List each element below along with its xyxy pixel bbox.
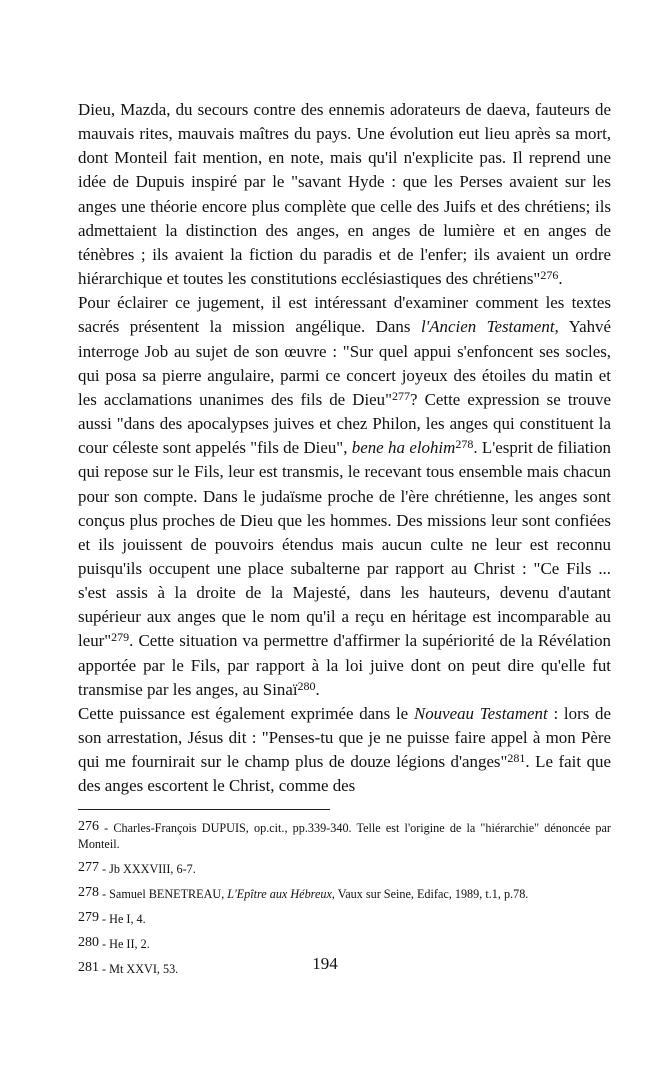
text-run: . Le fait que des anges escortent le Christ, comme des [78,752,611,796]
footnote-number: 279 [78,909,99,925]
text-run: - Jb XXXVIII, 6-7. [99,861,196,876]
footnote-number: 278 [78,884,99,900]
footnote [78,910,611,927]
book-page [78,98,611,985]
text-run: . [558,269,563,289]
footnote-separator [78,809,330,810]
page-number: 194 [312,954,338,973]
italic-text: L'Epître aux Hébreux [227,886,332,901]
text-run: , Vaux sur Seine, Edifac, 1989, t.1, p.78. [331,886,529,901]
text-run: Pour éclairer ce jugement, il est intéressant d'examiner comment les textes sacrés présentent la mission angélique. Dans [78,293,611,337]
footnote-number: 276 [78,818,99,834]
text-run: . Cette situation va permettre d'affirmer la supériorité de la Révélation apportée par le Fils, par rapport à la loi juive dont on peut dire qu'elle fut transmise par les anges, au Sinaï [78,631,611,699]
footnote-number: 277 [78,859,99,875]
footnote-number: 281 [78,959,99,975]
footnote-reference: 277 [392,388,411,403]
footnote [78,860,611,877]
footnote-number: 280 [78,934,99,950]
body-paragraph [78,98,611,291]
text-run: - Samuel BENETREAU, [99,886,228,901]
footnote-reference: 279 [111,630,130,645]
text-run: - Mt XXVI, 53. [99,961,179,976]
text-run: , Yahvé interroge Job au sujet de son œuvre : "Sur quel appui s'enfoncent ses socles, qui posa sa pierre angulaire, parmi ce concert joyeux des étoiles du matin et les acclamations unanimes des fils de Dieu" [78,317,611,409]
footnote [78,935,611,952]
footnotes [78,819,611,977]
text-run: - He I, 4. [99,911,146,926]
text-run: : lors de son arrestation, Jésus dit : "Penses-tu que je ne puisse faire appel à mon Père qui me fournirait sur le champ plus de douze légions d'anges" [78,703,611,772]
text-run: - He II, 2. [99,936,150,951]
text-run: . L'esprit de filiation qui repose sur le Fils, leur est transmis, le recevant tous ensemble mais chacun pour son compte. Dans le judaïsme proche de l'ère chrétienne, les anges sont conçus plus proches de Dieu que les hommes. Des missions leur sont confiées et ils jouissent de pouvoirs étendus mais aucun culte ne leur est reconnu puisqu'ils occupent une place subalterne par rapport au Christ : "Ce Fils ... s'est assis à la droite de la Majesté, dans les hauteurs, devenu d'autant supérieur aux anges que le nom qu'il a reçu en héritage est incomparable au leur" [78,438,611,651]
footnote-reference: 281 [507,751,526,766]
footnote [78,819,611,852]
body-paragraph [78,291,611,702]
italic-text: l'Ancien Testament [420,317,555,337]
italic-text: Nouveau Testament [413,703,548,723]
footnote-reference: 280 [297,678,316,693]
footnote-reference: 276 [540,268,559,283]
text-run: ? Cette expression se trouve aussi "dans des apocalypses juives et chez Philon, les anges qui constituent la cour céleste sont appelés "fils de Dieu", [78,389,612,458]
text-run: Dieu, Mazda, du secours contre des ennemis adorateurs de daeva, fauteurs de mauvais rites, mauvais maîtres du pays. Une évolution eut lieu après sa mort, dont Monteil fait mention, en note, mais qu'il n'explicite pas. Il reprend une idée de Dupuis inspiré par le "savant Hyde : que les Perses avaient sur les anges une théorie encore plus complète que celle des Juifs et des chrétiens; ils admettaient la distinction des anges, en anges de lumière et en anges de ténèbres ; ils avaient la fiction du paradis et de l'enfer; ils avaient un ordre hiérarchique et toutes les constitutions ecclésiastiques des chrétiens" [78,100,611,289]
text-run: Cette puissance est également exprimée dans le [78,703,414,723]
italic-text: bene ha elohim [351,438,456,458]
text-run: . [315,679,320,699]
footnote-reference: 278 [455,437,474,452]
footnote [78,885,611,902]
body-paragraph [78,702,611,799]
text-run: - Charles-François DUPUIS, op.cit., pp.339-340. Telle est l'origine de la "hiérarchie" dénoncée par Monteil. [78,820,611,851]
